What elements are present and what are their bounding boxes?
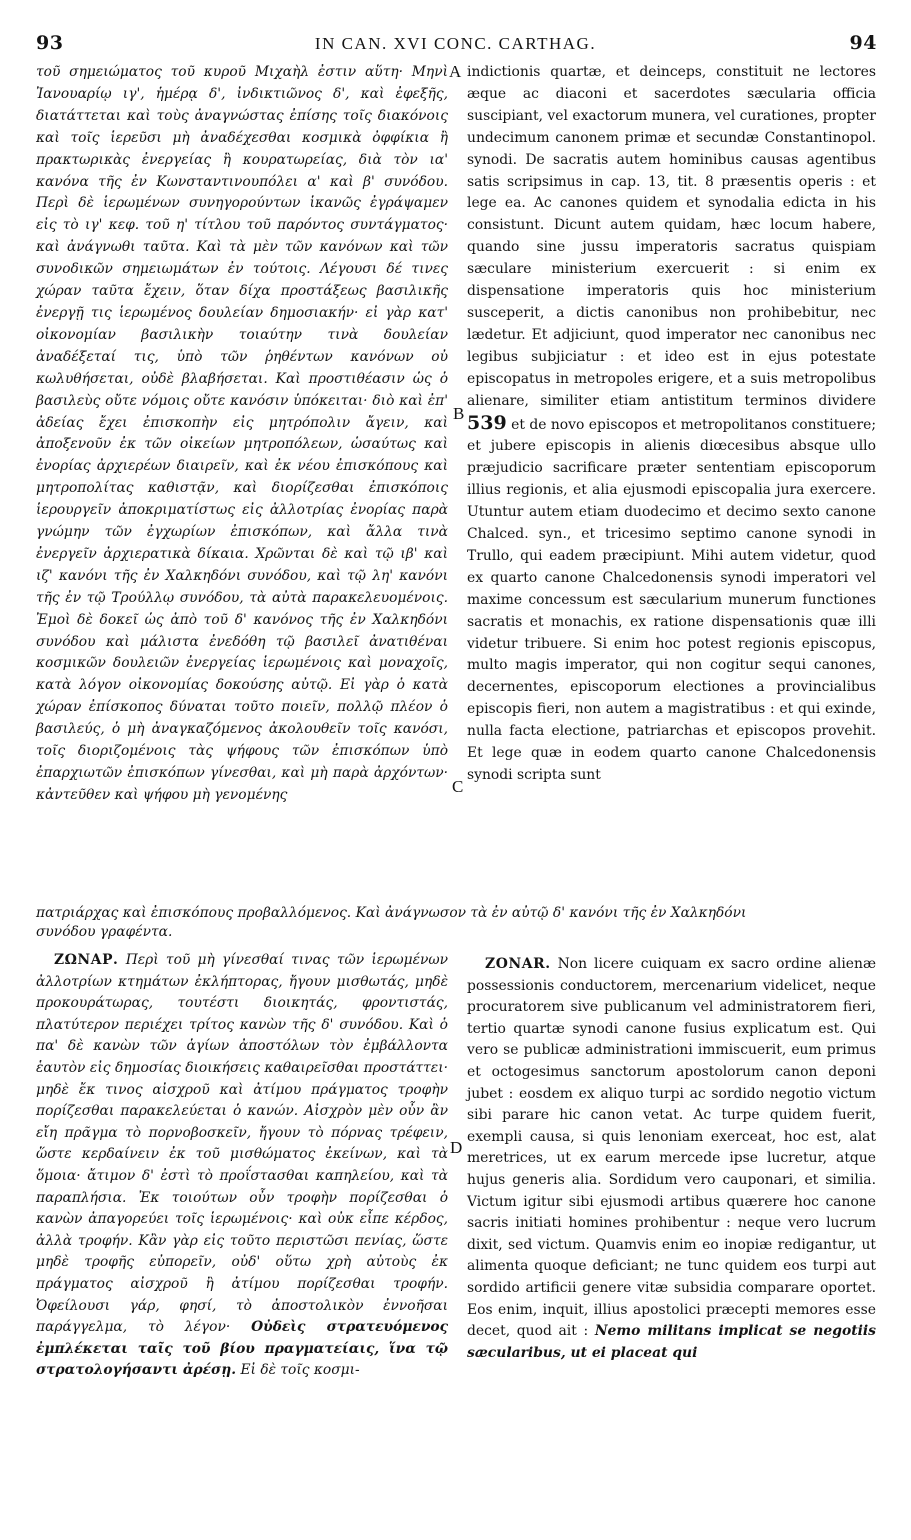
latin-column-bottom xyxy=(467,954,876,1364)
margin-letter-a: A xyxy=(449,62,462,81)
greek-paragraph-zonaras xyxy=(36,950,448,1382)
latin-zonaras-text: Non licere cuiquam ex sacro ordine alienæ possessionis conductorem, mercenarium videlicet, neque procuratorem sive publicanum vel administratorem fieri, tertio quartæ synodi canone fusius explicatum est. Qui vero se publicæ administrationi immiscuerit, eum primus et octogesimus sanctorum apostolorum canon deponi jubet : eosdem ex aliquo turpi ac sordido negotio victum sibi parare hic canon vetat. Ac turpe quidem fuerit, exempli causa, si quis lenoniam exerceat, hoc est, alat meretrices, ut ex earum mercede ipse lucretur, atque hujus generis alia. Sordidum vero cauponari, et similia. Victum igitur sibi ejusmodi artibus quærere hoc canone sacris initiati homines prohibentur : neque vero lucrum dixit, sed victum. Quamvis enim eo inopiæ redigantur, ut alimenta quoque deficiant; ne tunc quidem eos turpi aut sordido artificii genere vitæ subsidia comparare oportet. Eos enim, inquit, illius apostolici præcepti memores esse decet, quod ait : xyxy=(467,956,876,1340)
greek-column-bottom xyxy=(36,950,448,1382)
spanning-line-end: συνόδου γραφέντα. xyxy=(36,924,173,940)
latin-paragraph-zonaras xyxy=(467,954,876,1364)
greek-scripture-quote: Οὐδεὶς στρατευόμενος ἐμπλέκεται ταῖς τοῦ βίου πραγματείαις, ἵνα τῷ στρατολογήσαντι ἀρέσῃ. xyxy=(36,1319,448,1379)
latin-section-heading: ZONAR. xyxy=(485,956,551,972)
greek-zonaras-text: Περὶ τοῦ μὴ γίνεσθαί τινας τῶν ἱερωμένων ἀλλοτρίων κτημάτων ἐκλήπτορας, ἤγουν μισθωτάς, μηδὲ προκουράτωρας, τουτέστι διοικητάς, φροντιστάς, πλατύτερον περιέχει τρίτος κανὼν τῆς δ' συνόδου. Καὶ ὁ πα' δὲ κανὼν τῶν ἁγίων ἀποστόλων τὸν ἐμβάλλοντα ἑαυτὸν εἰς δημοσίας διοικήσεις καθαιρεῖσθαι προστάττει· μηδὲ ἔκ τινος αἰσχροῦ καὶ ἀτίμου πράγματος τροφὴν πορίζεσθαι παρακελεύεται ὁ κανών. Αἰσχρὸν μὲν οὖν ἂν εἴη πρᾶγμα τὸ πορνοβοσκεῖν, ἤγουν τὸ πόρνας τρέφειν, ὥστε κερδαίνειν ἐκ τοῦ μισθώματος ἐκείνων, καὶ τὰ ὅμοια· ἄτιμον δ' ἐστὶ τὸ προΐστασθαι καπηλείου, καὶ τὰ παραπλήσια. Ἐκ τοιούτων οὖν τροφὴν πορίζεσθαι ὁ κανὼν ἀπαγορεύει τοῖς ἱερωμένοις· καὶ οὐκ εἶπε κέρδος, ἀλλὰ τροφήν. Κἂν γὰρ εἰς τοῦτο περιστῶσι πενίας, ὥστε μηδὲ τροφῆς εὐπορεῖν, οὐδ' οὕτω χρὴ αὐτοὺς ἐκ πράγματος αἰσχροῦ ἢ ἀτίμου πορίζεσθαι τροφήν. Ὀφείλουσι γάρ, φησί, τὸ ἀποστολικὸν ἐννοῆσαι παράγγελμα, τὸ λέγον· xyxy=(36,952,448,1336)
margin-letter-c: C xyxy=(452,777,464,796)
spanning-line: πατριάρχας καὶ ἐπισκόπους προβαλλόμενος. Καὶ ἀνάγνωσον τὰ ἐν αὐτῷ δ' κανόνι τῆς ἐν Χαλκηδόνι xyxy=(36,905,747,921)
latin-paragraph-top xyxy=(467,62,876,787)
column-number: 539 xyxy=(467,411,507,434)
greek-section-heading: ΖΩΝΑΡ. xyxy=(54,952,119,968)
page-number-left: 93 xyxy=(36,32,64,54)
latin-scripture-quote: Nemo militans implicat se negotiis sæcularibus, ut ei placeat qui xyxy=(467,1323,877,1361)
latin-text-top-b: et de novo episcopos et metropolitanos constituere; et jubere episcopis in alienis diœcesibus absque ullo præjudicio sacrificare præter sententiam episcoporum illius regionis, et alia ejusmodi episcopalia jura exercere. Utuntur autem etiam duodecimo et decimo sexto canone Chalced. syn., et tricesimo septimo canone synodi in Trullo, qui eadem præcipiunt. Mihi autem videtur, quod ex quarto canone Chalcedonensis synodi imperatori vel maxime concessum est sæcularium munerum functiones sacratis et monachis, ex ratione dispensationis quæ illi videtur tribuere. Si enim hoc potest regionis episcopus, multo magis imperator, qui non cogitur sequi canones, decernentes, episcoporum electiones a provincialibus episcopis fieri, non autem a magistratibus : et qui exinde, nulla facta electione, patriarchas et episcopos provehit. Et lege quæ in eodem quarto canone Chalcedonensis synodi scripta sunt xyxy=(467,416,876,783)
greek-column-top xyxy=(36,62,448,807)
latin-text-top-a: indictionis quartæ, et deinceps, constituit ne lectores æque ac diaconi et sacerdotes sæcularia officia suscipiant, vel exactorum munera, vel curationes, propter undecimum canonem primæ et secundæ Constantinopol. synodi. De sacratis autem hominibus causas agentibus satis scripsimus in cap. 13, tit. 8 præsentis operis : et lege ea. Ac canones quidem et synodalia edicta in his consistunt. Dicunt autem quidam, hæc locum habere, quando sine jussu imperatoris sacratus quispiam sæculare ministerium exercuerit : si enim ex dispensatione imperatoris quis hoc ministerium susceperit, a dictis canonibus non prohibebitur, nec lædetur. Et adjiciunt, quod imperator nec canonibus nec legibus subjiciatur : et ideo est in ejus potestate episcopatus in metropoles erigere, et a suis metropolibus alienare, similiter etiam antistitum terminos dividere xyxy=(467,64,876,409)
greek-paragraph-top: τοῦ σημειώματος τοῦ κυροῦ Μιχαὴλ ἐστιν αὕτη· Μηνὶ Ἰανουαρίῳ ιγ', ἡμέρᾳ δ', ἰνδικτιῶνος δ', καὶ ἐφεξῆς, διατάττεται καὶ τοὺς ἀναγνώστας ἐπίσης τοῖς διακόνοις καὶ τοῖς ἱερεῦσι μὴ ἀναδέχεσθαι κοσμικὰ ὀφφίκια ἢ πρακτωρικὰς ἐνεργείας ἢ κουρατωρείας, διὰ τὸν ια' κανόνα τῆς ἐν Κωνσταντινουπόλει α' καὶ β' συνόδου. Περὶ δὲ ἱερωμένων συνηγορούντων ἱκανῶς ἐγράψαμεν εἰς τὸ ιγ' κεφ. τοῦ η' τίτλου τοῦ παρόντος συντάγματος· καὶ ἀνάγνωθι ταῦτα. Καὶ τὰ μὲν τῶν κανόνων καὶ τῶν συνοδικῶν σημειωμάτων ἐν τούτοις. Λέγουσι δέ τινες χώραν ταῦτα ἔχειν, ὅταν δίχα προστάξεως βασιλικῆς ἐνεργῇ τις ἱερωμένος δουλείαν δημοσιακήν· εἰ γὰρ κατ' οἰκονομίαν βασιλικὴν τοιαύτην τινὰ δουλείαν ἀναδέξεταί τις, ὑπὸ τῶν ῥηθέντων κανόνων οὐ κωλυθήσεται, οὐδὲ βλαβήσεται. Καὶ προστιθέασιν ὡς ὁ βασιλεὺς οὔτε νόμοις οὔτε κανόσιν ὑπόκειται· διὸ καὶ ἐπ' ἀδείας ἔχει ἐπισκοπὴν εἰς μητρόπολιν ἄγειν, καὶ ἀποξενοῦν ἐκ τῶν οἰκείων μητροπόλεων, ὡσαύτως καὶ ἐνορίας ἀρχιερέων διαιρεῖν, καὶ ἐκ νέου ἐπισκόπους καὶ μητροπολίτας καθιστᾷν, καὶ διορίζεσθαι ἐπισκόποις ἱερουργεῖν ἀποκριματίστως εἰς ἀλλοτρίας ἐνορίας παρὰ γνώμην τῶν ἐγχωρίων ἐπισκόπων, καὶ ἄλλα τινὰ ἐνεργεῖν ἀρχιερατικὰ δίκαια. Χρῶνται δὲ καὶ τῷ ιβ' καὶ ιζ' κανόνι τῆς ἐν Χαλκηδόνι συνόδου, καὶ τῷ λη' κανόνι τῆς ἐν τῷ Τρούλλῳ συνόδου, τὰ αὐτὰ παρακελευομένοις. Ἐμοὶ δὲ δοκεῖ ὡς ἀπὸ τοῦ δ' κανόνος τῆς ἐν Χαλκηδόνι συνόδου καὶ μάλιστα ἐνεδόθη τῷ βασιλεῖ ἀνατιθέναι κοσμικῶν δουλειῶν ἐνεργείας ἱερωμένοις καὶ μοναχοῖς, κατὰ λόγον οἰκονομίας δοκούσης αὐτῷ. Εἰ γὰρ ὁ κατὰ χώραν ἐπίσκοπος δύναται τοῦτο ποιεῖν, πολλῷ πλέον ὁ βασιλεύς, ὁ μὴ ἀναγκαζόμενος ἀκολουθεῖν τοῖς κανόσι, τοῖς διοριζομένοις τὰς ψήφους τῶν ἐπισκόπων ὑπὸ ἐπαρχιωτῶν ἐπισκόπων γίνεσθαι, καὶ μὴ παρὰ ἀρχόντων· κἀντεῦθεν καὶ ψήφου μὴ γενομένης xyxy=(36,64,448,803)
margin-letter-b: B xyxy=(453,404,465,423)
latin-column-top xyxy=(467,62,876,787)
running-title: IN CAN. XVI CONC. CARTHAG. xyxy=(314,34,597,53)
page-number-right: 94 xyxy=(849,32,877,54)
margin-letter-d: D xyxy=(450,1138,463,1157)
greek-zonaras-tail: Εἰ δὲ τοῖς κοσμι- xyxy=(240,1362,360,1379)
